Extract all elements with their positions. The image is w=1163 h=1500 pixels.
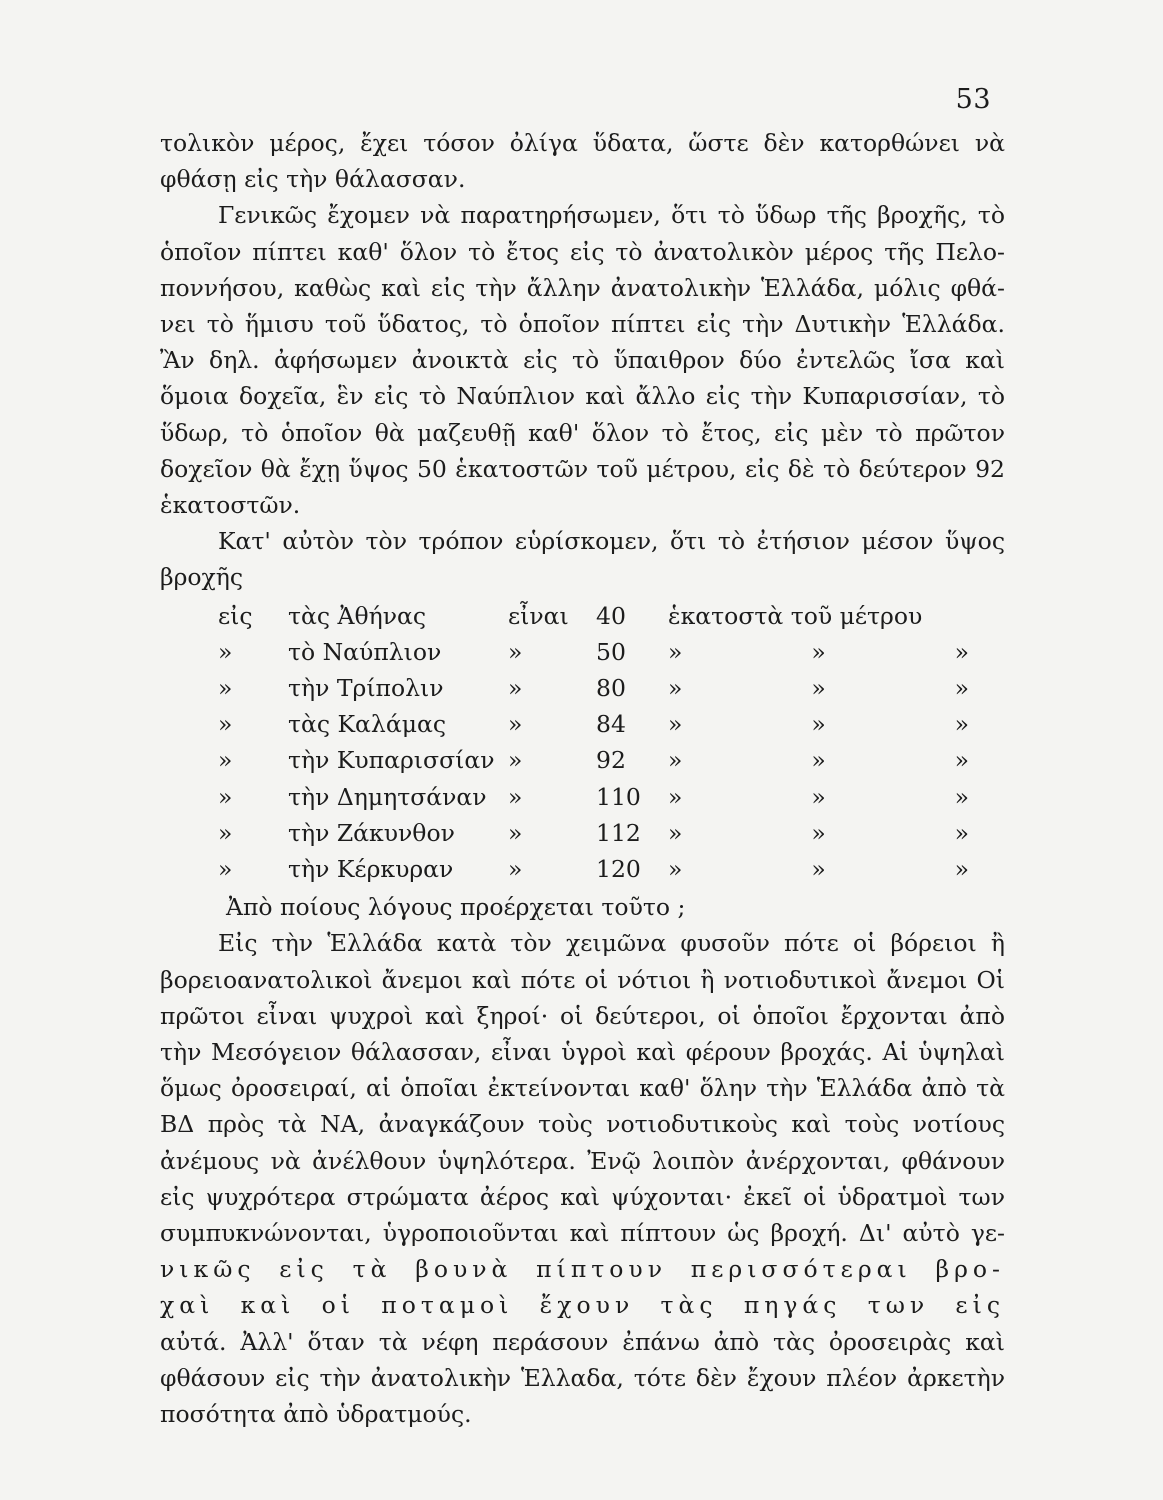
row-verb: » (508, 710, 523, 739)
text-line: Κατ' αὐτὸν τὸν τρόπον εὑρίσκομεν, ὅτι τὸ ἐτήσιον μέσον ὕψος (218, 527, 1005, 556)
table-row (160, 670, 1008, 706)
row-verb: » (508, 854, 523, 883)
text-line: εἰς ψυχρότερα στρώματα ἀέρος καὶ ψύχονται· ἐκεῖ οἱ ὑδρατμοὶ των (160, 1182, 1005, 1211)
row-place: τὴν Κέρκυραν (288, 854, 454, 883)
row-value: 92 (596, 746, 626, 775)
page-text (160, 125, 1008, 1432)
text-line: Ἂν δηλ. ἀφήσωμεν ἀνοικτὰ εἰς τὸ ὕπαιθρον δύο ἐντελῶς ἴσα καὶ (160, 346, 1005, 375)
row-value: 110 (596, 782, 641, 811)
text-line: ἀνέμους νὰ ἀνέλθουν ὑψηλότερα. Ἐνῷ λοιπὸν ἀνέρχονται, φθάνουν (160, 1146, 1005, 1175)
paragraph-1 (160, 125, 1005, 197)
row-place: τὰς Καλάμας (288, 710, 446, 739)
text-line: δοχεῖον θὰ ἔχῃ ὕψος 50 ἑκατοστῶν τοῦ μέτρου, εἰς δὲ τὸ δεύτερον 92 (160, 454, 1005, 483)
row-place: τὴν Ζάκυνθον (288, 818, 455, 847)
table-row (160, 779, 1008, 815)
text-line: συμπυκνώνονται, ὑγροποιοῦνται καὶ πίπτουν ὡς βροχή. Δι' αὐτὸ γε- (160, 1218, 1005, 1247)
table-row (160, 815, 1008, 851)
row-prefix: » (218, 818, 233, 847)
paragraph-3 (160, 523, 1005, 595)
row-value: 112 (596, 818, 641, 847)
text-line: φθάσῃ εἰς τὴν θάλασσαν. (160, 165, 466, 194)
row-place: τὴν Κυπαρισσίαν (288, 746, 495, 775)
text-line: ὅμοια δοχεῖα, ἓν εἰς τὸ Ναύπλιον καὶ ἄλλο εἰς τὴν Κυπαρισσίαν, τὸ (160, 382, 1005, 411)
row-prefix: » (218, 854, 233, 883)
paragraph-2 (160, 197, 1005, 523)
row-value: 50 (596, 637, 626, 666)
row-prefix: » (218, 782, 233, 811)
row-unit: » » » (668, 674, 1008, 703)
text-line: βροχῆς (160, 563, 244, 592)
text-line: νικῶς εἰς τὰ βουνὰ πίπτουν περισσότεραι βρο- (160, 1255, 1005, 1284)
row-value: 40 (596, 601, 626, 630)
text-line: ὕδωρ, τὸ ὁποῖον θὰ μαζευθῇ καθ' ὅλον τὸ ἔτος, εἰς μὲν τὸ πρῶτον (160, 418, 1005, 447)
row-unit: » » » (668, 818, 1008, 847)
text-line: φθάσουν εἰς τὴν ἀνατολικὴν Ἑλλαδα, τότε δὲν ἔχουν πλέον ἀρκετὴν (160, 1363, 1005, 1392)
row-value: 84 (596, 710, 626, 739)
row-value: 80 (596, 674, 626, 703)
text-line: ΒΔ πρὸς τὰ ΝΑ, ἀναγκάζουν τοὺς νοτιοδυτικοὺς καὶ τοὺς νοτίους (160, 1110, 1005, 1139)
table-row (160, 706, 1008, 742)
text-line: βορειοανατολικοὶ ἄνεμοι καὶ πότε οἱ νότιοι ἢ νοτιοδυτικοὶ ἄνεμοι Οἱ (160, 965, 1005, 994)
text-line: ποννήσου, καθὼς καὶ εἰς τὴν ἄλλην ἀνατολικὴν Ἑλλάδα, μόλις φθά- (160, 273, 1005, 302)
row-prefix: » (218, 637, 233, 666)
row-place: τὴν Δημητσάναν (288, 782, 487, 811)
row-prefix: εἰς (218, 601, 253, 630)
table-row (160, 598, 1005, 634)
question-line (160, 889, 1005, 925)
row-verb: » (508, 637, 523, 666)
row-verb: » (508, 818, 523, 847)
row-verb: » (508, 782, 523, 811)
text-line: χαὶ καὶ οἱ ποταμοὶ ἔχουν τὰς πηγάς των εἰς (160, 1291, 1005, 1320)
row-unit: » » » (668, 746, 1008, 775)
row-unit: » » » (668, 637, 1008, 666)
row-place: τὴν Τρίπολιν (288, 674, 444, 703)
row-unit: ἑκατοστὰ τοῦ μέτρου (668, 601, 923, 630)
paragraph-4 (160, 925, 1005, 1432)
row-prefix: » (218, 674, 233, 703)
text-line: Ἀπὸ ποίους λόγους προέρχεται τοῦτο ; (226, 893, 686, 922)
row-verb: » (508, 746, 523, 775)
row-place: τὰς Ἀθήνας (288, 601, 427, 630)
row-prefix: » (218, 710, 233, 739)
text-line: τολικὸν μέρος, ἔχει τόσον ὀλίγα ὕδατα, ὥστε δὲν κατορθώνει νὰ (160, 129, 1005, 157)
row-place: τὸ Ναύπλιον (288, 637, 442, 666)
row-unit: » » » (668, 854, 1008, 883)
text-line: τὴν Μεσόγειον θάλασσαν, εἶναι ὑγροὶ καὶ φέρουν βροχάς. Αἱ ὑψηλαὶ (160, 1037, 1005, 1066)
text-line: Εἰς τὴν Ἑλλάδα κατὰ τὸν χειμῶνα φυσοῦν πότε οἱ βόρειοι ἢ (218, 929, 1005, 958)
text-line: ἑκατοστῶν. (160, 491, 301, 520)
table-row (160, 851, 1008, 887)
table-row (160, 742, 1008, 778)
row-verb: » (508, 674, 523, 703)
text-line: ὁποῖον πίπτει καθ' ὅλον τὸ ἔτος εἰς τὸ ἀνατολικὸν μέρος τῆς Πελο- (160, 237, 1005, 266)
row-unit: » » » (668, 782, 1008, 811)
row-prefix: » (218, 746, 233, 775)
row-unit: » » » (668, 710, 1008, 739)
table-row (160, 634, 1008, 670)
rainfall-table (160, 598, 1008, 888)
text-line: Γενικῶς ἔχομεν νὰ παρατηρήσωμεν, ὅτι τὸ ὕδωρ τῆς βροχῆς, τὸ (218, 201, 1005, 230)
row-value: 120 (596, 854, 641, 883)
text-line: ὅμως ὀροσειραί, αἱ ὁποῖαι ἐκτείνονται καθ' ὅλην τὴν Ἑλλάδα ἀπὸ τὰ (160, 1074, 1005, 1103)
page-number: 53 (955, 84, 991, 115)
text-line: ποσότητα ἀπὸ ὑδρατμούς. (160, 1399, 472, 1428)
text-line: πρῶτοι εἶναι ψυχροὶ καὶ ξηροί· οἱ δεύτεροι, οἱ ὁποῖοι ἔρχονται ἀπὸ (160, 1001, 1005, 1030)
text-line: νει τὸ ἥμισυ τοῦ ὕδατος, τὸ ὁποῖον πίπτει εἰς τὴν Δυτικὴν Ἑλλάδα. (160, 310, 1005, 339)
text-line: αὐτά. Ἀλλ' ὅταν τὰ νέφη περάσουν ἐπάνω ἀπὸ τὰς ὀροσειρὰς καὶ (160, 1327, 1005, 1356)
row-verb: εἶναι (508, 601, 569, 630)
